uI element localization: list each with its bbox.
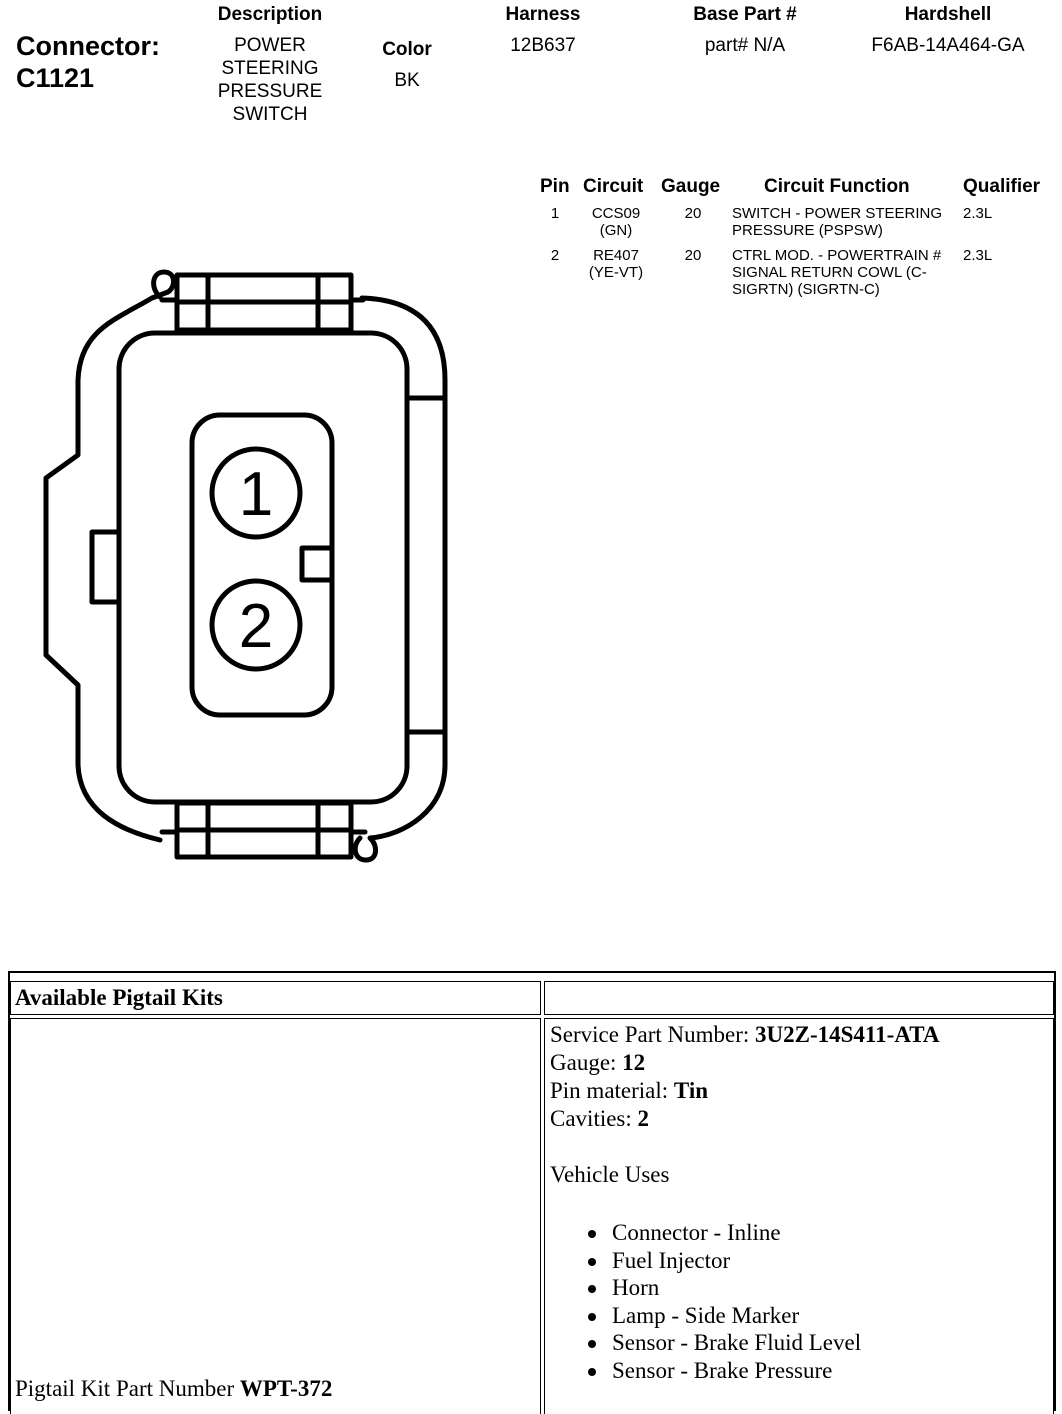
circuit-color: (YE-VT) <box>588 264 644 281</box>
function-col-header: Circuit Function <box>764 176 910 197</box>
color-header: Color <box>382 39 432 60</box>
harness-header: Harness <box>505 4 581 25</box>
pigtail-kit-cell <box>10 1018 541 1414</box>
pigtail-details <box>550 1021 939 1385</box>
description-line: STEERING <box>221 58 319 79</box>
pigtail-details-cell <box>544 1018 1054 1414</box>
hardshell-value: F6AB-14A464-GA <box>871 35 1025 56</box>
hardshell-header: Hardshell <box>904 4 992 25</box>
circuit-code: RE407 <box>593 247 639 264</box>
color-value: BK <box>394 70 420 91</box>
list-item: Lamp - Side Marker <box>550 1302 939 1330</box>
pigtail-title: Available Pigtail Kits <box>15 985 223 1010</box>
cavities-row <box>550 1105 939 1133</box>
circuit-col-header: Circuit <box>583 176 644 197</box>
qualifier-cell: 2.3L <box>963 205 993 222</box>
pin-col-header: Pin <box>540 176 570 197</box>
description-header: Description <box>217 4 323 25</box>
pin-number: 1 <box>550 205 560 222</box>
gauge-row <box>550 1049 939 1077</box>
description-line: SWITCH <box>232 104 308 125</box>
cavities-label: Cavities: <box>550 1106 638 1131</box>
pin-2-label: 2 <box>238 592 274 661</box>
connector-id: C1121 <box>16 63 95 93</box>
bottom-latch <box>162 803 365 857</box>
base-part-header: Base Part # <box>693 4 797 25</box>
pin-material-value: Tin <box>673 1078 709 1103</box>
description-line: POWER <box>234 35 306 56</box>
gauge-col-header: Gauge <box>661 176 721 197</box>
pin-1-label: 1 <box>238 460 274 529</box>
pin-number: 2 <box>550 247 560 264</box>
pigtail-kit-label: Pigtail Kit Part Number <box>15 1376 240 1401</box>
circuit-code: CCS09 <box>591 205 641 222</box>
gauge-cell: 20 <box>684 247 702 264</box>
side-rail <box>407 398 445 732</box>
function-line: CTRL MOD. - POWERTRAIN # <box>732 247 942 264</box>
qualifier-cell: 2.3L <box>963 247 993 264</box>
vehicle-uses-label: Vehicle Uses <box>550 1162 670 1187</box>
top-latch <box>162 275 363 330</box>
list-item: Fuel Injector <box>550 1247 939 1275</box>
housing-body <box>119 333 407 802</box>
pigtail-title-spacer <box>544 981 1054 1015</box>
list-item: Connector - Inline <box>550 1219 939 1247</box>
list-item: Sensor - Brake Fluid Level <box>550 1329 939 1357</box>
qualifier-col-header: Qualifier <box>963 176 1041 197</box>
list-item: Horn <box>550 1274 939 1302</box>
circuit-color: (GN) <box>599 222 633 239</box>
pigtail-kit-number: WPT-372 <box>239 1376 333 1401</box>
list-item: Sensor - Brake Pressure <box>550 1357 939 1385</box>
pigtail-title-cell <box>10 981 541 1015</box>
service-part-label: Service Part Number: <box>550 1022 756 1047</box>
function-line: PRESSURE (PSPSW) <box>732 222 883 239</box>
outer-shell <box>46 272 174 840</box>
harness-value: 12B637 <box>510 35 576 56</box>
description-line: PRESSURE <box>217 81 323 102</box>
left-tab <box>92 532 119 602</box>
pin-material-row <box>550 1077 939 1105</box>
cavities-value: 2 <box>637 1106 650 1131</box>
gauge-label: Gauge: <box>550 1050 623 1075</box>
gauge-cell: 20 <box>684 205 702 222</box>
outer-shell-right <box>355 298 445 860</box>
function-line: SIGNAL RETURN COWL (C- <box>732 264 927 281</box>
vehicle-uses-list <box>550 1219 939 1385</box>
function-line: SIGRTN) (SIGRTN-C) <box>732 281 880 298</box>
base-part-value: part# N/A <box>704 35 786 56</box>
pin-material-label: Pin material: <box>550 1078 674 1103</box>
pigtail-kit-line <box>15 1375 332 1403</box>
gauge-value: 12 <box>622 1050 646 1075</box>
cavity-key <box>302 548 332 580</box>
service-part-row <box>550 1021 939 1049</box>
service-part-value: 3U2Z-14S411-ATA <box>755 1022 940 1047</box>
connector-label: Connector: <box>16 31 160 61</box>
function-line: SWITCH - POWER STEERING <box>732 205 942 222</box>
